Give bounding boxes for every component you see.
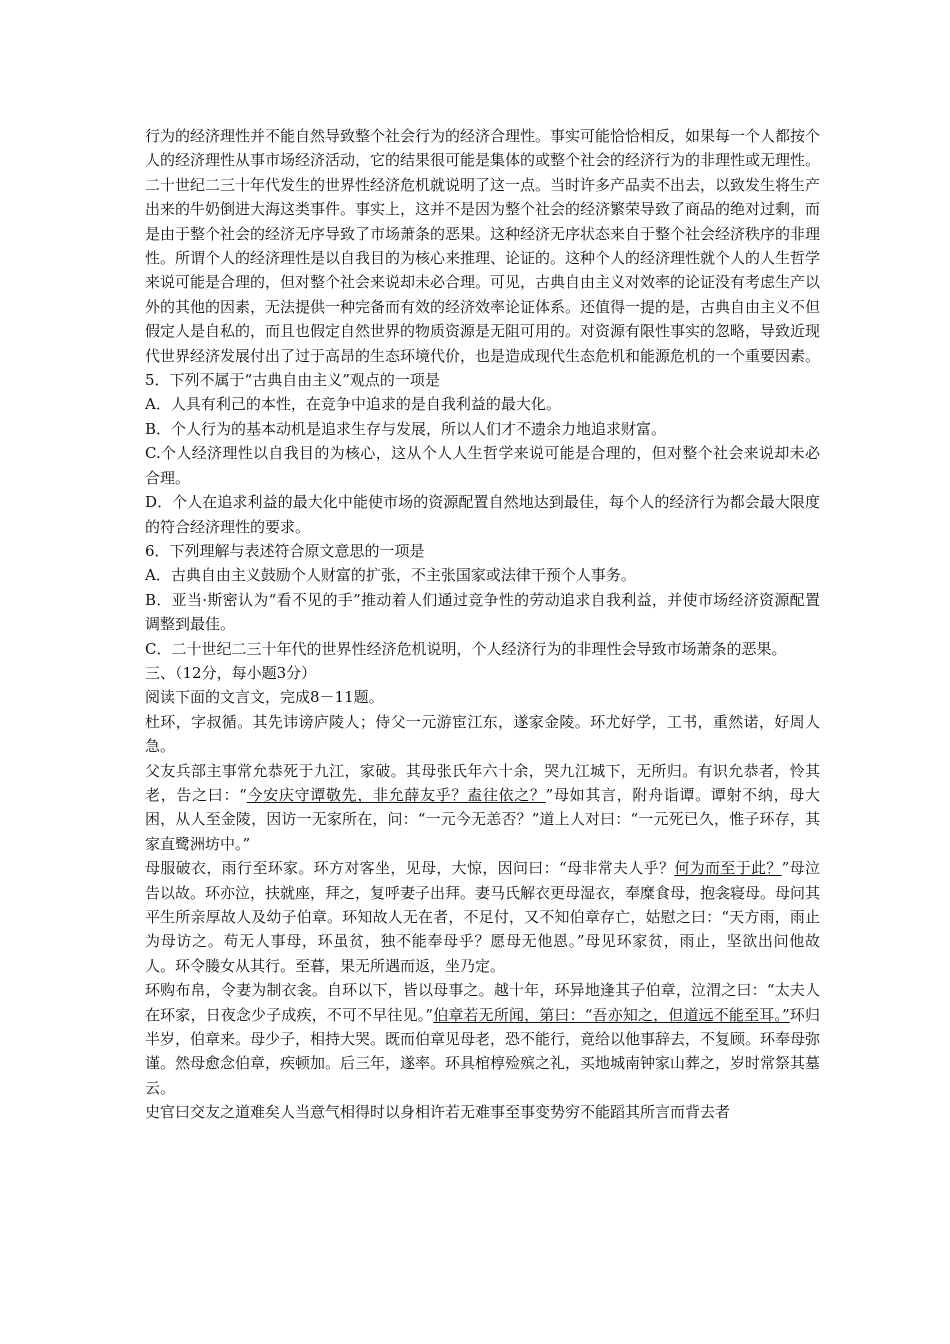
classical-paragraph-5: 史官曰交友之道难矣人当意气相得时以身相许若无难事至事变势穷不能蹈其所言而背去者 [145, 1103, 731, 1122]
document-page [145, 124, 820, 1125]
question-5-option-d: D．个人在追求利益的最大化中能使市场的资源配置自然地达到最佳，每个人的经济行为都会最大限度的符合经济理性的要求。 [145, 493, 820, 536]
classical-p2-text-a: 父友兵部主事常允恭死于九江，家破。其母张氏年六十余，哭九江城下，无所归。有识允恭者，怜其老，告之曰：“ [145, 761, 820, 804]
question-6-option-a: A．古典自由主义鼓励个人财富的扩张，不主张国家或法律干预个人事务。 [145, 566, 636, 585]
question-5-stem: 5．下列不属于“古典自由主义”观点的一项是 [145, 371, 440, 390]
question-6-option-b: B．亚当·斯密认为“看不见的手”推动着人们通过竞争性的劳动追求自我利益，并使市场经济资源配置调整到最佳。 [145, 590, 820, 634]
question-5-option-c: C.个人经济理性以自我目的为核心，这从个人人生哲学来说可能是合理的，但对整个社会来说却未必合理。 [145, 444, 820, 487]
question-6-stem: 6．下列理解与表述符合原文意思的一项是 [145, 541, 425, 560]
passage-tail-paragraph: 行为的经济理性并不能自然导致整个社会行为的经济合理性。事实可能恰恰相反，如果每一个人都按个人的经济理性从事市场经济活动，它的结果很可能是集体的或整个社会的经济行为的非理性或无理性。二十世纪二三十年代发生的世界性经济危机就说明了这一点。当时许多产品卖不出去，以致发生将生产出来的牛奶倒进大海这类事件。事实上，这并不是因为整个社会的经济繁荣导致了商品的绝对过剩，而是由于整个社会的经济无序导致了市场萧条的恶果。这种经济无序状态来自于整个社会经济秩序的非理性。所谓个人的经济理性是以自我目的为核心来推理、论证的。这种个人的经济理性就个人的人生哲学来说可能是合理的，但对整个社会来说却未必合理。可见，古典自由主义对效率的论证没有考虑生产以外的其他的因素，无法提供一种完备而有效的经济效率论证体系。还值得一提的是，古典自由主义不但假定人是自私的，而且也假定自然世界的物质资源是无阻可用的。对资源有限性事实的忽略，导致近现代世界经济发展付出了过于高昂的生态环境代价，也是造成现代生态危机和能源危机的一个重要因素。 [145, 127, 821, 365]
classical-p2-underlined: 今安庆守谭敬先，非允薛友乎？盍往依之？ [246, 785, 546, 804]
question-5-option-b: B．个人行为的基本动机是追求生存与发展，所以人们才不遗余力地追求财富。 [145, 419, 667, 438]
section-3-heading: 三、（12分，每小题3分） [145, 663, 317, 682]
classical-p4-text-a: 环购布帛，令妻为制衣衾。自环以下，皆以母事之。越十年，环异地逢其子伯章，泣渭之曰：“太夫人在环家，日夜念少子成疾，不可不早往见。” [145, 981, 820, 1024]
classical-paragraph-2 [145, 759, 820, 857]
classical-paragraph-3 [145, 856, 820, 978]
classical-p4-underlined: 伯章若无所闻，第曰：“吾亦知之，但道远不能至耳。” [433, 1005, 790, 1024]
classical-paragraph-4 [145, 978, 820, 1100]
question-6-option-c: C．二十世纪二三十年代的世界性经济危机说明，个人经济行为的非理性会导致市场萧条的恶果。 [145, 639, 787, 658]
classical-p4-text-b: 环归半岁，伯章来。母少子，相持大哭。既而伯章见母老，恐不能行，竟给以他事辞去，不复顾。环奉母弥谨。然母愈念伯章，疾顿加。后三年，遂率。环具棺椁殓殡之礼，买地城南钟家山葬之，岁时常祭其墓云。 [145, 1005, 821, 1097]
section-3-instruction: 阅读下面的文言文，完成8－11题。 [145, 688, 384, 707]
classical-p3-text-b: ”母泣告以故。环亦泣，扶就座，拜之，复呼妻子出拜。妻马氏解衣更母湿衣，奉糜食母，抱衾寝母。母问其平生所亲厚故人及幼子伯章。环知故人无在者，不足付，又不知伯章存亡，姑慰之曰：“天方雨，雨止为母访之。苟无人事母，环虽贫，独不能奉母乎？愿母无他恩。”母见环家贫，雨止，坚欲出问他故人。环令媵女从其行。至暮，果无所遇而返，坐乃定。 [145, 859, 821, 975]
classical-p2-text-b: ”母如其言，附舟诣谭。谭射不纳，母大困，从人至金陵，因访一无家所在，问：“一元今无恙否？”道上人对曰：“一元死已久，惟子环存，其家直鹭洲坊中。” [145, 785, 820, 853]
classical-p3-text-a: 母服破衣，雨行至环家。环方对客坐，见母，大惊，因问曰：“母非常夫人乎？ [145, 859, 675, 878]
classical-paragraph-1: 杜环，字叔循。其先讳谤庐陵人；侍父一元游宦江东，遂家金陵。环尤好学，工书，重然诺，好周人急。 [145, 712, 820, 756]
classical-p3-underlined: 何为而至于此？ [674, 859, 782, 878]
question-5-option-a: A．人具有利己的本性，在竞争中追求的是自我利益的最大化。 [145, 395, 561, 414]
